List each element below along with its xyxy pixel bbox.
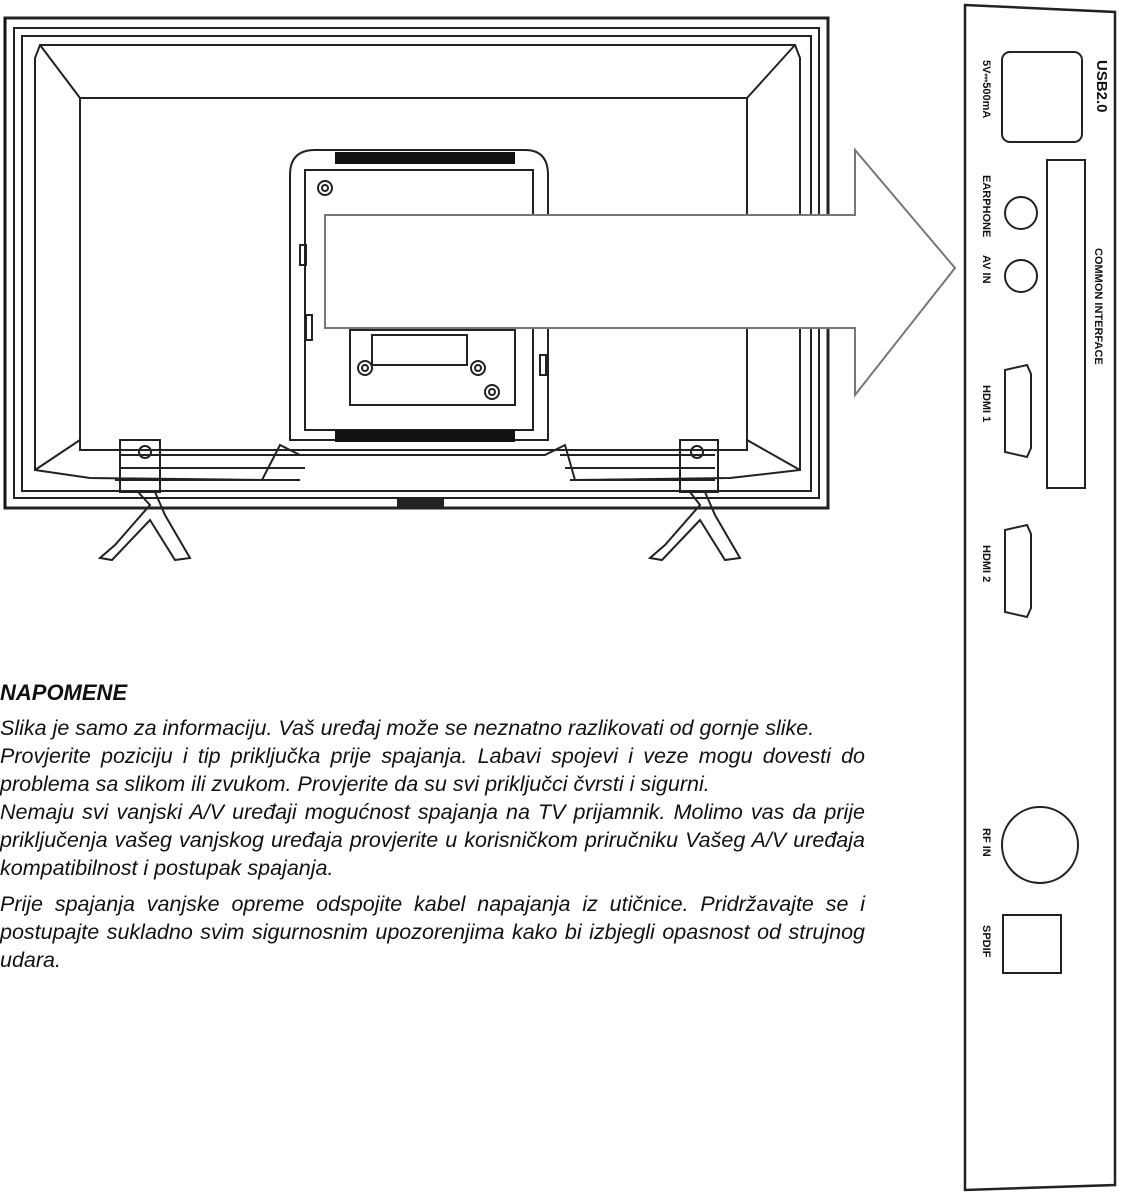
usb-power-label: 5V⎓500mA	[980, 60, 992, 119]
hdmi2-port-icon	[1005, 525, 1031, 617]
note-item: Slika je samo za informaciju. Vaš uređaj može se neznatno razlikovati od gornje slike.	[0, 716, 815, 740]
notes-title: NAPOMENE	[0, 680, 128, 705]
common-interface-label: COMMON INTERFACE	[1092, 248, 1104, 365]
earphone-jack-icon	[1005, 197, 1037, 229]
tv-back-illustration	[0, 0, 960, 570]
av-in-jack-icon	[1005, 260, 1037, 292]
side-connector-panel	[955, 0, 1125, 1195]
notes-section	[0, 680, 865, 974]
pointer-arrow-icon	[325, 150, 955, 395]
usb-label: USB2.0	[1093, 60, 1110, 113]
hdmi1-port-icon	[1005, 365, 1031, 457]
rf-in-connector-icon	[1002, 807, 1078, 883]
usb-port-icon	[1002, 52, 1082, 142]
rf-in-label: RF IN	[980, 828, 992, 857]
spdif-port-icon	[1003, 915, 1061, 973]
hdmi1-label: HDMI 1	[980, 385, 992, 423]
note-item: Provjerite poziciju i tip priključka prije spajanja. Labavi spojevi i veze mogu dovesti do problema sa slikom ili zvukom. Provjerite da su svi priključci čvrsti i sigurni.	[0, 744, 865, 796]
common-interface-slot-icon	[1047, 160, 1085, 488]
note-item: Nemaju svi vanjski A/V uređaji mogućnost spajanja na TV prijamnik. Molimo vas da prije priključenja vašeg vanjskog uređaja provjerite u korisničkom priručniku Vašeg A/V uređaja kompatibilnost i postupak spajanja.	[0, 800, 865, 880]
note-item: Prije spajanja vanjske opreme odspojite kabel napajanja iz utičnice. Pridržavajte se i postupajte sukladno svim sigurnosnim upozorenjima kako bi izbjegli opasnost od strujnog udara.	[0, 892, 865, 972]
spdif-label: SPDIF	[980, 925, 992, 958]
earphone-label: EARPHONE	[980, 175, 992, 238]
av-in-label: AV IN	[980, 255, 992, 284]
hdmi2-label: HDMI 2	[980, 545, 992, 583]
